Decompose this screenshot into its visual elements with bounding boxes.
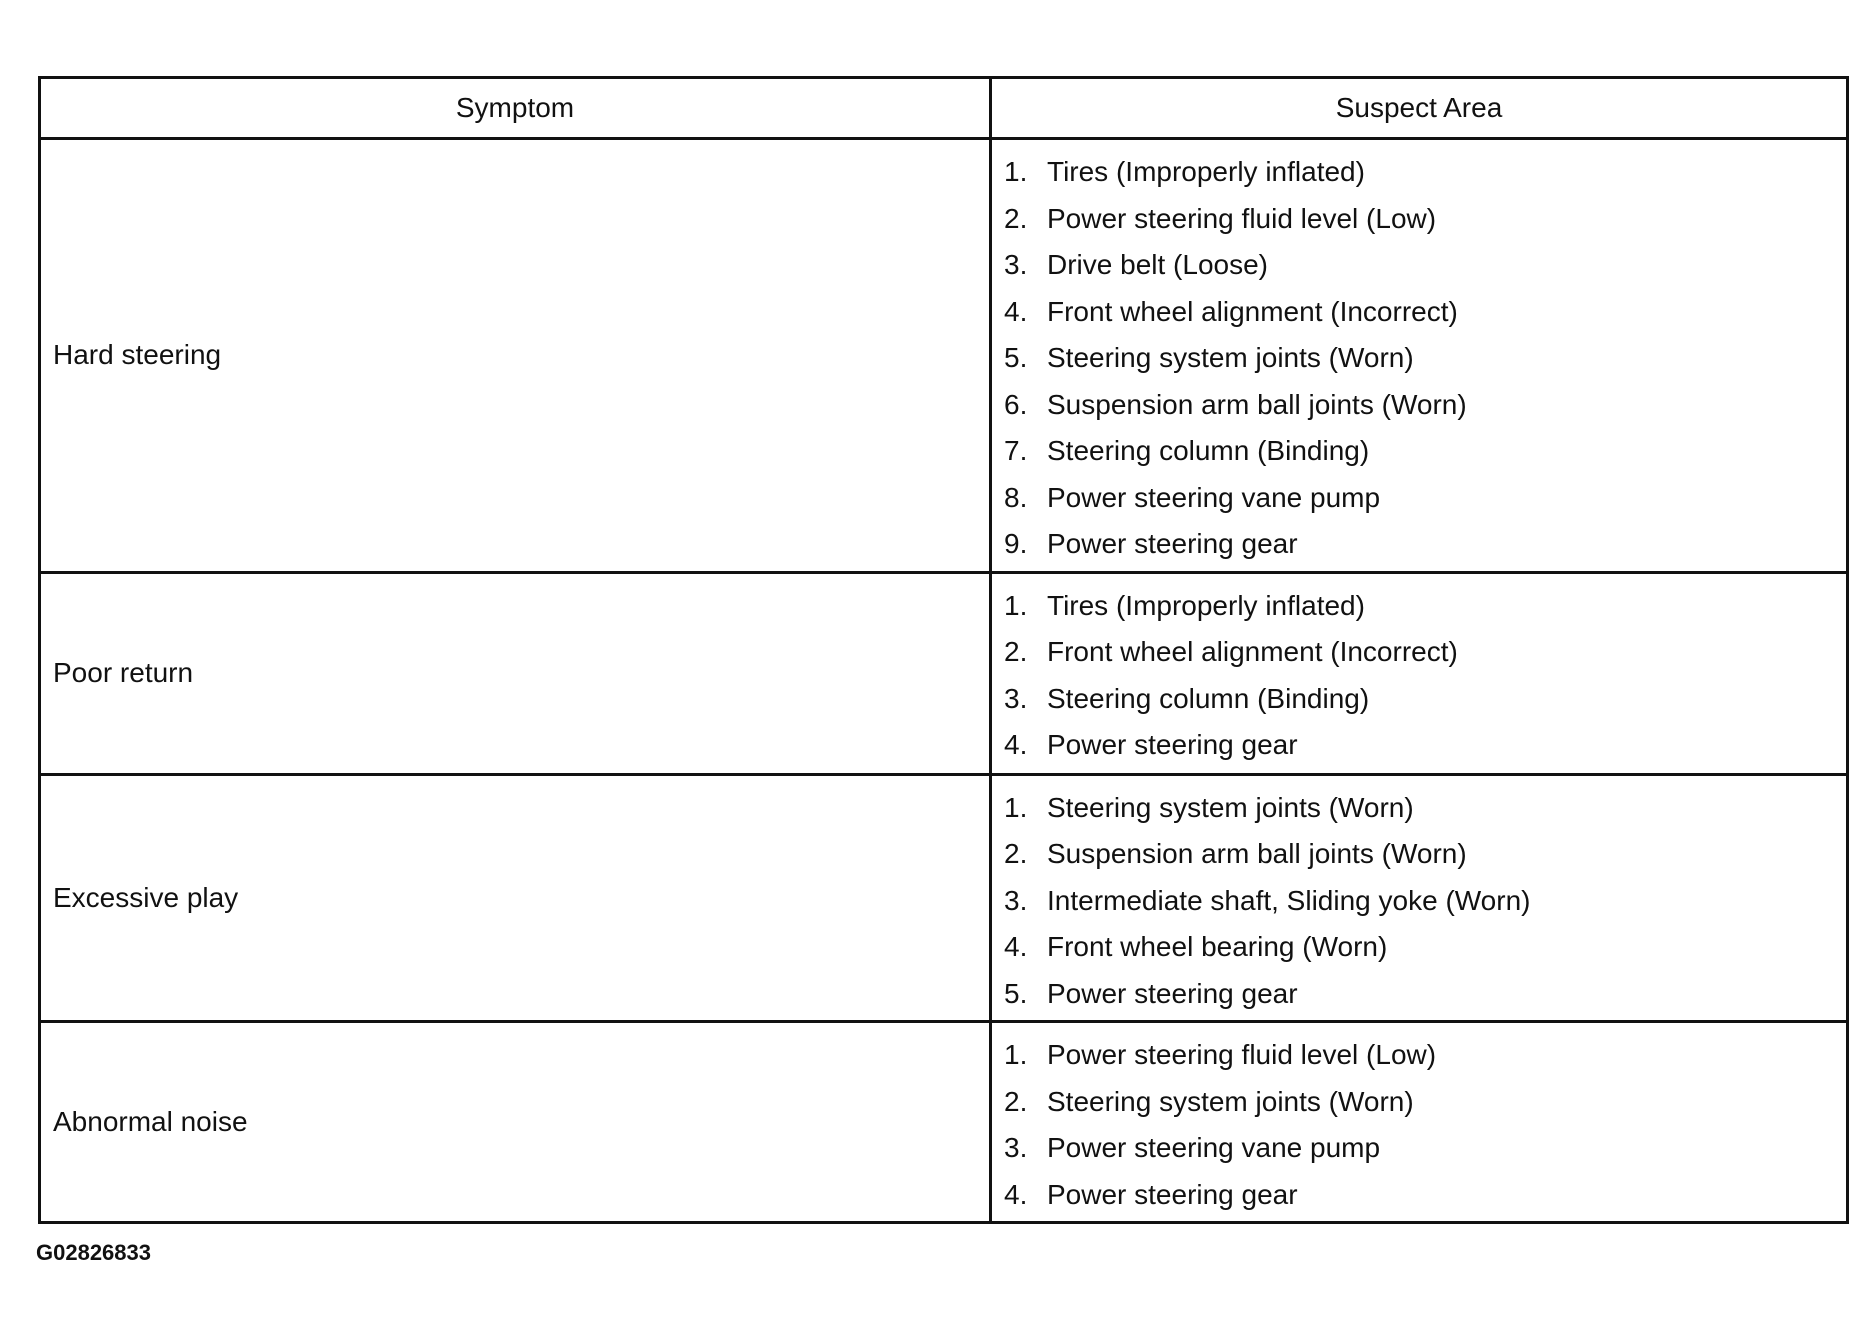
list-item <box>1004 1128 1846 1175</box>
list-item <box>1004 881 1846 928</box>
list-item <box>1004 586 1846 633</box>
list-item <box>1004 927 1846 974</box>
list-item-number: 1. <box>1004 156 1028 187</box>
table-body <box>40 139 1848 1223</box>
list-item-number: 1. <box>1004 589 1028 621</box>
list-item-number: 6. <box>1004 388 1028 420</box>
suspect-area-list <box>1004 152 1846 571</box>
list-item-text: Steering system joints (Worn) <box>1047 342 1414 373</box>
suspect-area-cell <box>991 774 1848 1022</box>
list-item-number: 9. <box>1004 528 1028 559</box>
header-symptom: Symptom <box>40 78 991 139</box>
list-item <box>1004 292 1846 339</box>
list-item <box>1004 385 1846 432</box>
list-item-text: Power steering gear <box>1047 1178 1298 1210</box>
list-item <box>1004 199 1846 246</box>
list-item <box>1004 524 1846 571</box>
list-item-text: Power steering vane pump <box>1047 1132 1381 1163</box>
suspect-area-cell <box>991 572 1848 774</box>
list-item-text: Steering system joints (Worn) <box>1047 1085 1414 1117</box>
list-item <box>1004 725 1846 772</box>
suspect-area-cell <box>991 139 1848 573</box>
list-item-text: Suspension arm ball joints (Worn) <box>1047 838 1467 869</box>
list-item <box>1004 152 1846 199</box>
list-item-number: 1. <box>1004 791 1028 823</box>
list-item-number: 3. <box>1004 884 1028 916</box>
list-item <box>1004 478 1846 525</box>
list-item-number: 3. <box>1004 1132 1028 1163</box>
list-item-number: 1. <box>1004 1039 1028 1070</box>
symptom-cell: Poor return <box>40 572 991 774</box>
list-item <box>1004 1175 1846 1222</box>
list-item-text: Front wheel alignment (Incorrect) <box>1047 295 1458 327</box>
list-item-number: 3. <box>1004 249 1028 280</box>
list-item-text: Power steering gear <box>1047 528 1298 559</box>
symptom-cell: Excessive play <box>40 774 991 1022</box>
figure-id: G02826833 <box>36 1240 151 1265</box>
header-suspect-area: Suspect Area <box>991 78 1848 139</box>
list-item <box>1004 338 1846 385</box>
list-item-text: Steering system joints (Worn) <box>1047 791 1414 823</box>
list-item <box>1004 834 1846 881</box>
list-item-text: Steering column (Binding) <box>1047 682 1370 714</box>
list-item-text: Tires (Improperly inflated) <box>1047 156 1365 187</box>
list-item-text: Tires (Improperly inflated) <box>1047 589 1365 621</box>
list-item-number: 2. <box>1004 1085 1028 1117</box>
list-item <box>1004 632 1846 679</box>
suspect-area-cell <box>991 1022 1848 1223</box>
list-item-number: 2. <box>1004 636 1028 667</box>
list-item-text: Power steering fluid level (Low) <box>1047 1039 1437 1070</box>
table-row <box>40 774 1848 1022</box>
list-item-text: Power steering fluid level (Low) <box>1047 202 1437 234</box>
suspect-area-list <box>1004 788 1846 1021</box>
list-item-number: 7. <box>1004 435 1028 466</box>
list-item-number: 4. <box>1004 729 1028 760</box>
suspect-area-list <box>1004 586 1846 772</box>
list-item <box>1004 1035 1846 1082</box>
list-item-text: Power steering gear <box>1047 977 1298 1009</box>
list-item-text: Power steering vane pump <box>1047 481 1381 513</box>
suspect-area-list <box>1004 1035 1846 1221</box>
list-item-text: Drive belt (Loose) <box>1047 249 1268 280</box>
list-item-text: Intermediate shaft, Sliding yoke (Worn) <box>1047 884 1531 916</box>
list-item-number: 4. <box>1004 931 1028 962</box>
list-item <box>1004 245 1846 292</box>
list-item-text: Power steering gear <box>1047 729 1298 760</box>
list-item-text: Front wheel alignment (Incorrect) <box>1047 636 1458 667</box>
list-item <box>1004 431 1846 478</box>
list-item-number: 4. <box>1004 295 1028 327</box>
table-row <box>40 572 1848 774</box>
list-item-text: Steering column (Binding) <box>1047 435 1370 466</box>
list-item-text: Suspension arm ball joints (Worn) <box>1047 388 1467 420</box>
list-item-number: 4. <box>1004 1178 1028 1210</box>
list-item <box>1004 788 1846 835</box>
list-item <box>1004 679 1846 726</box>
list-item <box>1004 974 1846 1021</box>
table-header <box>40 78 1848 139</box>
list-item-number: 5. <box>1004 342 1028 373</box>
list-item-number: 3. <box>1004 682 1028 714</box>
symptom-table <box>38 76 1849 1224</box>
list-item-number: 2. <box>1004 202 1028 234</box>
symptom-cell: Hard steering <box>40 139 991 573</box>
list-item-number: 8. <box>1004 481 1028 513</box>
header-row <box>40 78 1848 139</box>
list-item-text: Front wheel bearing (Worn) <box>1047 931 1388 962</box>
list-item-number: 5. <box>1004 977 1028 1009</box>
symptom-cell: Abnormal noise <box>40 1022 991 1223</box>
list-item <box>1004 1082 1846 1129</box>
list-item-number: 2. <box>1004 838 1028 869</box>
table-row <box>40 1022 1848 1223</box>
table-row <box>40 139 1848 573</box>
